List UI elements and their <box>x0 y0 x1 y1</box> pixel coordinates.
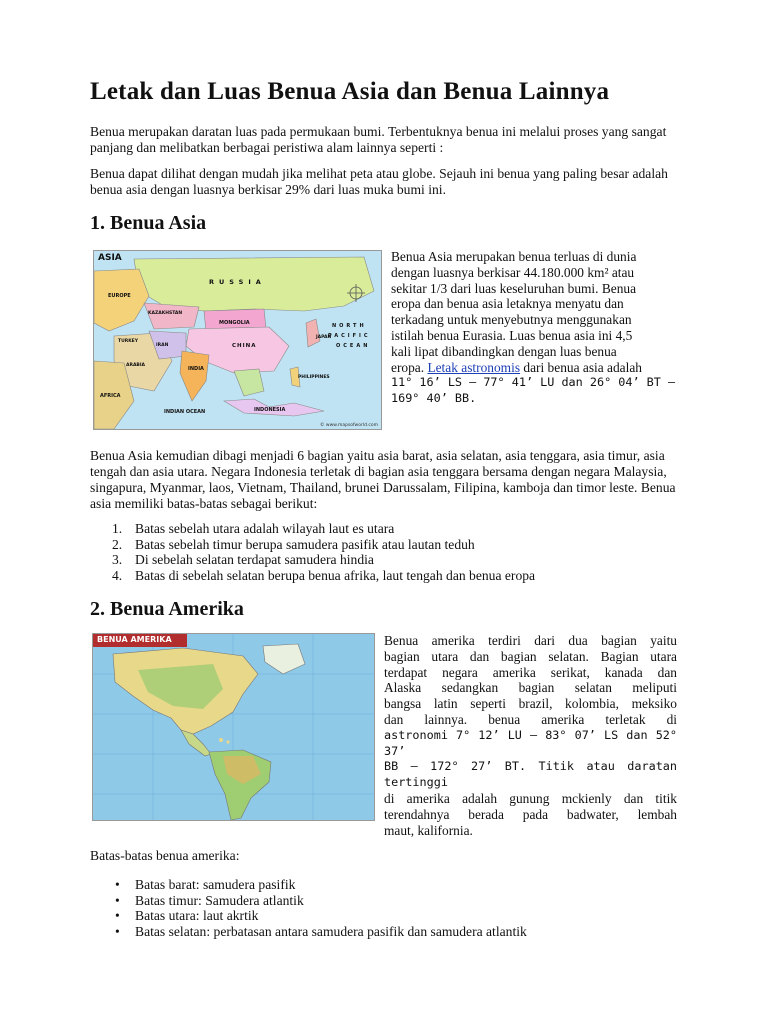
intro-paragraph-1: Benua merupakan daratan luas pada permukaan bumi. Terbentuknya benua ini melalui proses yang sangat panjang dan melibatkan berbagai peristiwa alam lainnya seperti : <box>90 124 667 155</box>
map-label-philippines: PHILIPPINES <box>298 375 330 380</box>
page-title: Letak dan Luas Benua Asia dan Benua Lainnya <box>90 78 610 105</box>
map-label-arabia: ARABIA <box>126 363 146 368</box>
section-heading-asia: 1. Benua Asia <box>90 212 207 234</box>
amerika-boundaries-list <box>112 877 527 939</box>
asia-side-line: dengan luasnya berkisar 44.180.000 km² atau <box>391 264 635 280</box>
asia-side-line: istilah benua Eurasia. Luas benua asia ini 4,5 <box>391 327 633 343</box>
amerika-map <box>92 633 375 821</box>
amerika-side-line: terendahnya berada pada badwater, lembah <box>384 806 677 822</box>
map-label-europe: EUROPE <box>108 293 131 299</box>
asia-side-line-link: eropa. Letak astronomis dari benua asia adalah <box>391 359 642 375</box>
asia-boundaries-list <box>112 521 535 583</box>
map-label-iran: IRAN <box>156 343 169 348</box>
amerika-side-line: di amerika adalah gunung mckienly dan titik <box>384 790 677 806</box>
map-credit: © www.mapsofworld.com <box>319 423 378 428</box>
map-label-japan: JAPAN <box>316 335 332 340</box>
map-label-indian-ocean: INDIAN OCEAN <box>164 409 206 415</box>
map-label-north: NORTH <box>332 323 367 329</box>
asia-side-text <box>391 249 691 407</box>
list-item: • Batas selatan: perbatasan antara samudera pasifik dan samudera atlantik <box>115 923 527 939</box>
amerika-side-line: terdapat negara amerika serikat, kanada dan <box>384 664 677 680</box>
asia-side-line: terkadang untuk menyebutnya menggunakan <box>391 312 632 328</box>
amerika-batas-title: Batas-batas benua amerika: <box>90 848 240 863</box>
asia-side-line: Benua Asia merupakan benua terluas di dunia <box>391 249 637 264</box>
asia-map <box>93 250 382 430</box>
map-label-mongolia: MONGOLIA <box>219 320 250 326</box>
amerika-coordinates-line-2: BB – 172° 27’ BT. Titik atau daratan tertinggi <box>384 759 677 790</box>
amerika-side-line: bagian utara dan bagian selatan. Bagian utara <box>384 648 677 664</box>
amerika-side-line: maut, kalifornia. <box>384 822 473 838</box>
amerika-coordinates-line-1: astronomi 7° 12’ LU – 83° 07’ LS dan 52° 37’ <box>384 727 677 758</box>
map-label-pacific: PACIFIC <box>328 333 371 339</box>
list-item: 3. Di sebelah selatan terdapat samudera hindia <box>112 552 374 567</box>
map-label-russia: RUSSIA <box>209 278 266 286</box>
map-label-africa: AFRICA <box>100 393 121 399</box>
asia-coordinates-line-1: 11° 16’ LS – 77° 41’ LU dan 26° 04’ BT – <box>391 375 676 390</box>
asia-side-line: kali lipat dibandingkan dengan luas benua <box>391 343 617 359</box>
amerika-map-graphic <box>93 634 374 820</box>
asia-side-line: eropa dan benua asia letaknya menyatu dan <box>391 296 624 312</box>
asia-body-paragraph: Benua Asia kemudian dibagi menjadi 6 bagian yaitu asia barat, asia selatan, asia tenggara, asia timur, asia tengah dan asia utara. Negara Indonesia terletak di bagian asia tenggara bersama dengan negara Malaysia, singapura, Myanmar, laos, Vietnam, Thailand, brunei Darussalam, Filipina, kamboja dan timor leste. Benua asia memiliki batas-batas sebagai berikut: <box>90 448 676 511</box>
asia-coordinates-line-2: 169° 40’ BB. <box>391 391 477 406</box>
asia-side-line: sekitar 1/3 dari luas keseluruhan bumi. Benua <box>391 280 637 296</box>
map-label-india: INDIA <box>188 366 204 372</box>
asia-map-title: ASIA <box>98 253 122 263</box>
letak-astronomis-link[interactable]: Letak astronomis <box>427 359 521 375</box>
amerika-side-line: dan lainnya. benua amerika terletak di <box>384 711 677 727</box>
amerika-side-text <box>384 633 677 838</box>
amerika-side-line: Benua amerika terdiri dari dua bagian yaitu <box>384 633 677 648</box>
list-item: 4. Batas di sebelah selatan berupa benua afrika, laut tengah dan benua eropa <box>112 567 536 583</box>
intro-paragraph-2: Benua dapat dilihat dengan mudah jika melihat peta atau globe. Sejauh ini benua yang paling besar adalah benua asia dengan luasnya berkisar 29% dari luas muka bumi ini. <box>90 166 668 197</box>
amerika-side-line: Alaska sedangkan bagian selatan meliputi <box>384 680 677 696</box>
map-label-kazakhstan: KAZAKHSTAN <box>148 311 183 316</box>
map-label-china: CHINA <box>232 343 257 349</box>
list-item: • Batas timur: Samudera atlantik <box>115 892 304 908</box>
section-heading-amerika: 2. Benua Amerika <box>90 598 244 620</box>
list-item: 1. Batas sebelah utara adalah wilayah laut es utara <box>112 521 395 536</box>
amerika-map-title: BENUA AMERIKA <box>97 635 172 644</box>
list-item: 2. Batas sebelah timur berupa samudera pasifik atau lautan teduh <box>112 536 475 552</box>
list-item: • Batas barat: samudera pasifik <box>115 877 296 892</box>
map-label-ocean: OCEAN <box>336 343 371 349</box>
list-item: • Batas utara: laut akrtik <box>115 908 259 923</box>
map-label-indonesia: INDONESIA <box>254 407 286 413</box>
amerika-side-line: bangsa latin seperti brazil, kolombia, meksiko <box>384 696 677 712</box>
map-label-turkey: TURKEY <box>118 339 139 344</box>
